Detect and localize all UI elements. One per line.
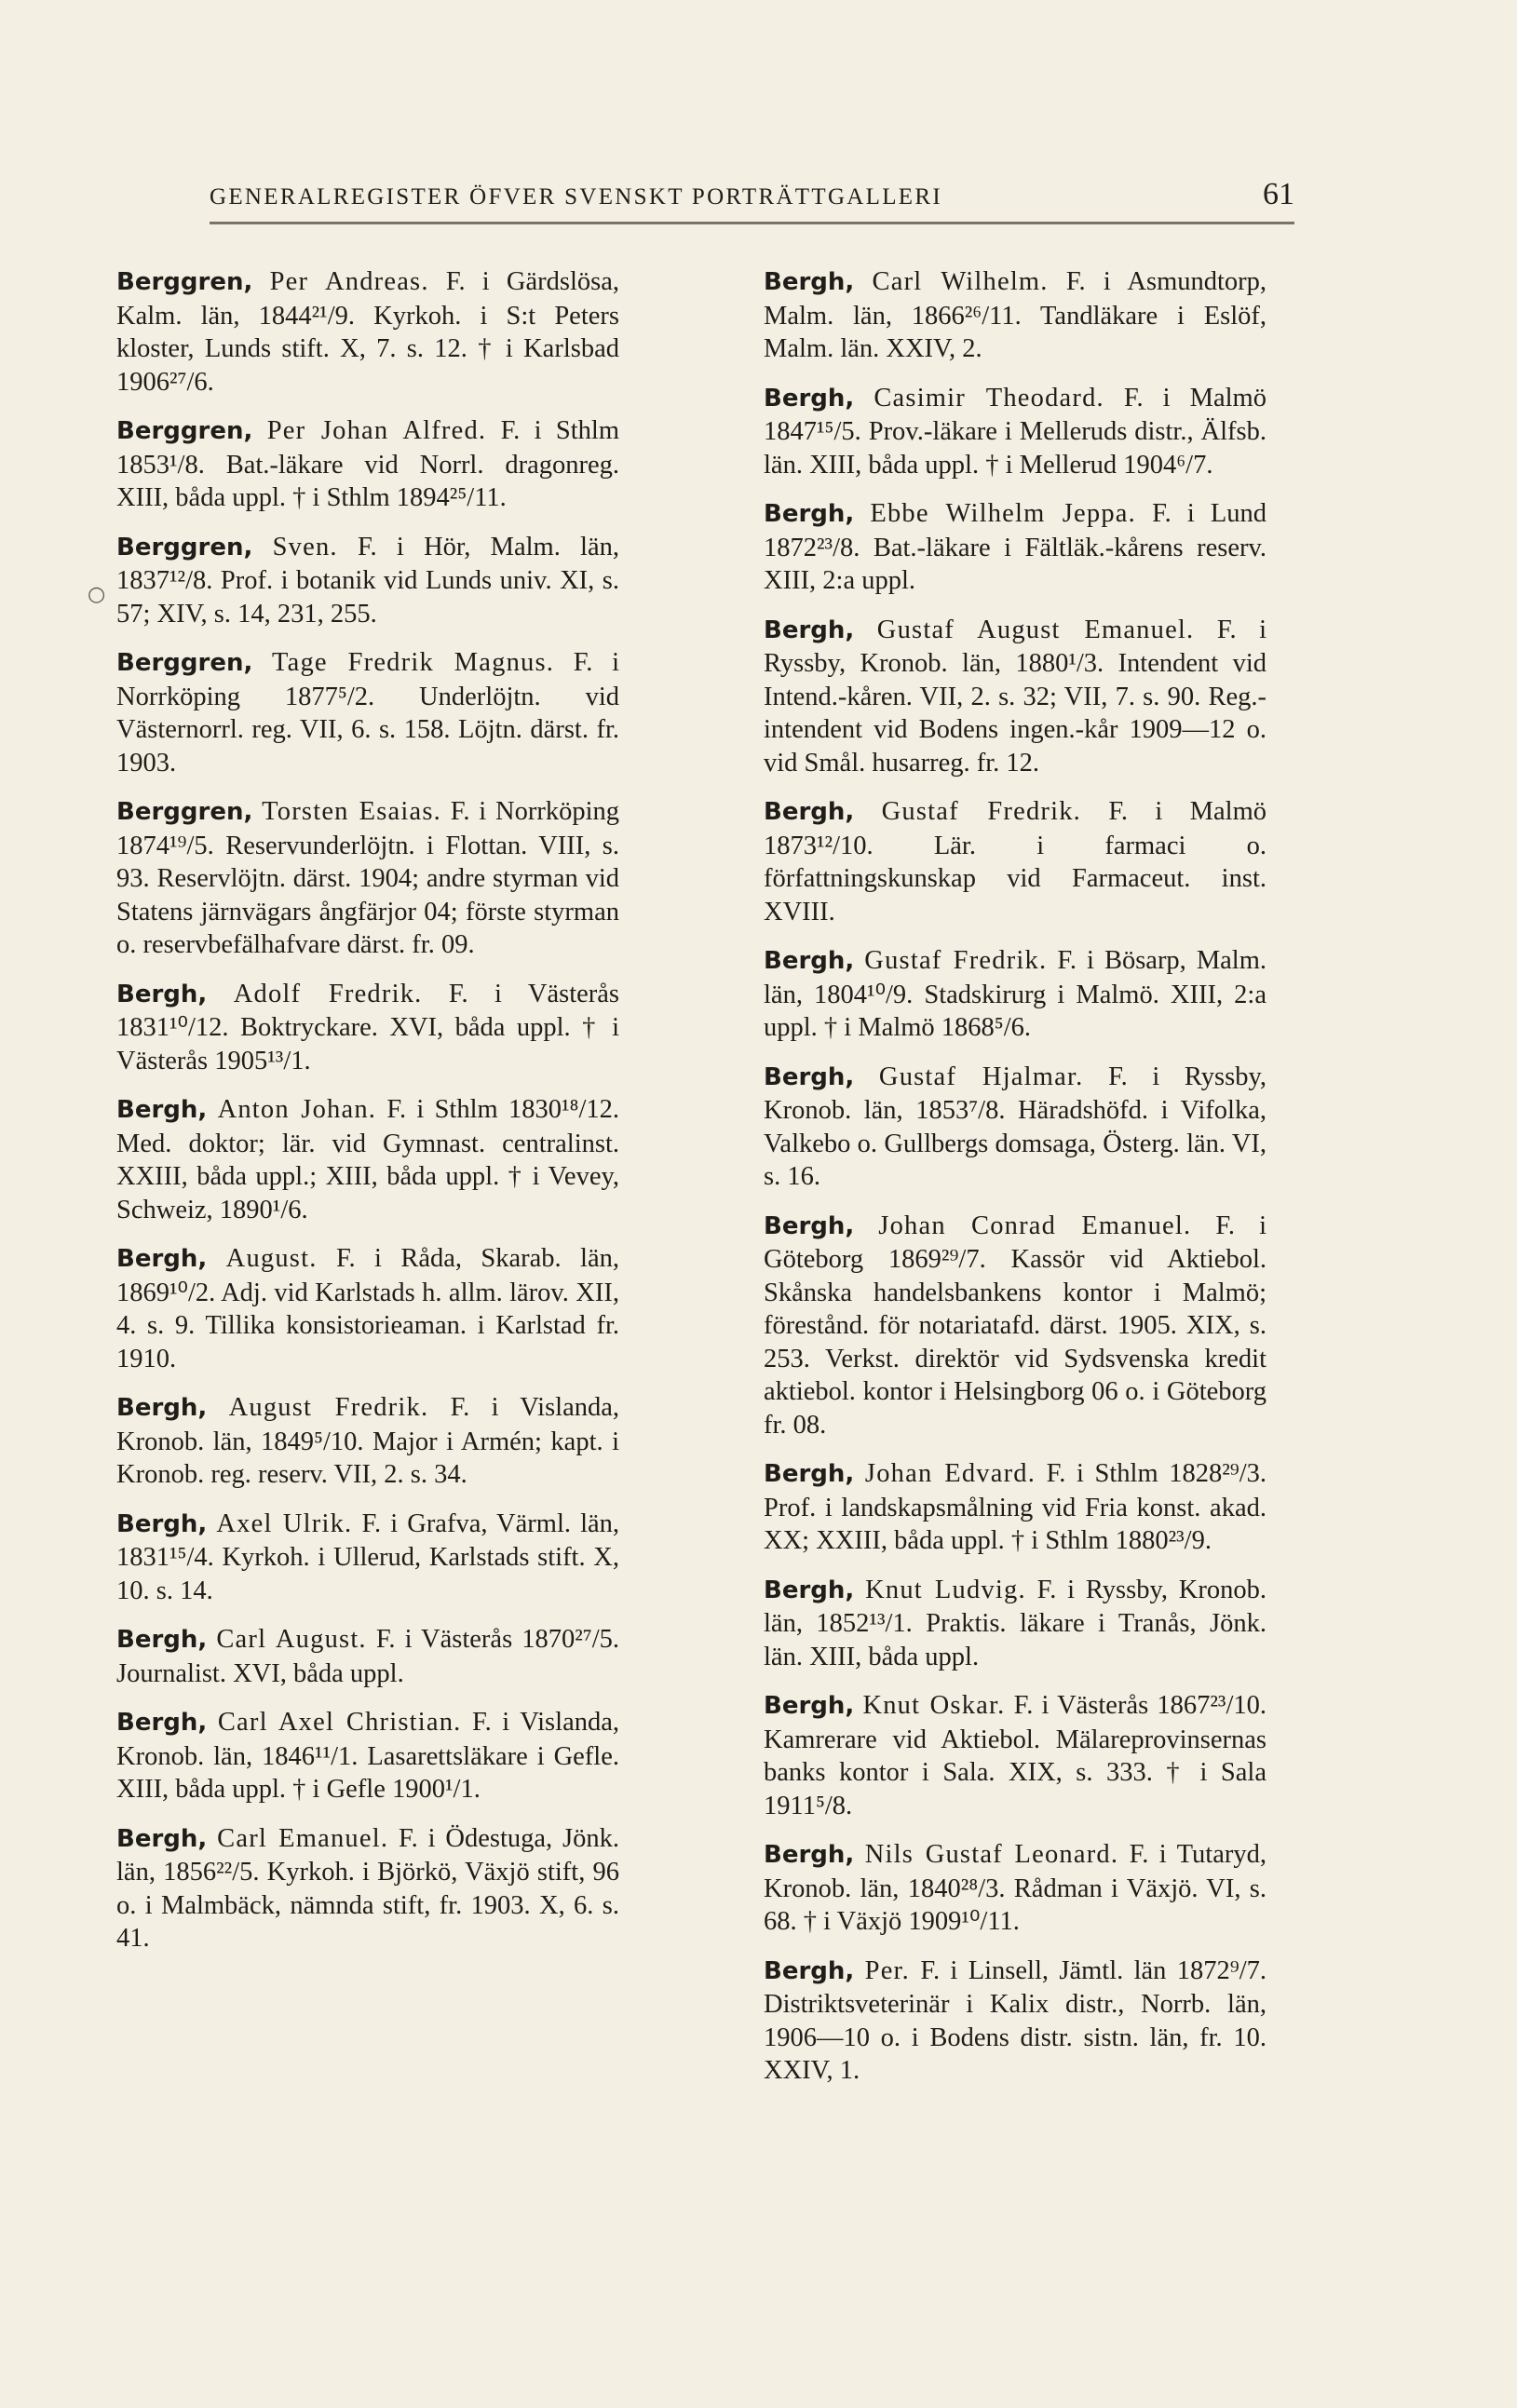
entry-given-name: Per Johan Alfred. — [266, 416, 487, 445]
entry-text: F. i Linsell, Jämtl. län 1872⁹/7. Distriktsveterinär i Kalix distr., Norrb. län, 1906—10 o. i Bodens distr. sistn. län, fr. 10. XXIV, 1. — [764, 1955, 1267, 2085]
page-number: 61 — [1263, 177, 1294, 211]
register-entry — [116, 1706, 619, 1806]
entry-text: F. i Ryssby, Kronob. län, 1880¹/3. Intendent vid Intend.-kåren. VII, 2. s. 32; VII, 7. s. 90. Reg.-intendent vid Bodens ingen.-kår 1909—12 o. vid Smål. husarreg. fr. 12. — [764, 615, 1267, 778]
entry-given-name: Carl August. — [216, 1625, 367, 1654]
entry-text: F. i Sthlm 1830¹⁸/12. Med. doktor; lär. vid Gymnast. centralinst. XXIII, båda uppl.; XIII, båda uppl. † i Vevey, Schweiz, 1890¹/6. — [116, 1095, 619, 1224]
entry-surname: Bergh, — [116, 1096, 208, 1124]
entry-surname: Bergh, — [764, 798, 855, 826]
entry-surname: Bergh, — [764, 1841, 855, 1869]
register-entry — [764, 265, 1266, 366]
register-entry — [116, 978, 619, 1078]
running-title: GENERALREGISTER ÖFVER SVENSKT PORTRÄTTGALLERI — [210, 184, 942, 210]
register-entry — [116, 1822, 619, 1955]
entry-surname: Bergh, — [764, 1576, 855, 1604]
entry-text: F. i Asmundtorp, Malm. län, 1866²⁶/11. Tandläkare i Eslöf, Malm. län. XXIV, 2. — [764, 267, 1267, 363]
register-entry — [764, 1574, 1266, 1674]
register-entry — [764, 1689, 1266, 1822]
register-entry — [764, 497, 1266, 598]
entry-text: F. i Göteborg 1869²⁹/7. Kassör vid Aktiebol. Skånska handelsbankens kontor i Malmö; förestånd. för notariatafd. därst. 1905. XIX, s. 253. Verkst. direktör vid Sydsvenska kredit aktiebol. kontor i Helsingborg 06 o. i Göteborg fr. 08. — [764, 1211, 1266, 1440]
entry-text: F. i Ödestuga, Jönk. län, 1856²²/5. Kyrkoh. i Björkö, Växjö stift, 96 o. i Malmbäck, nämnda stift, fr. 1903. X, 6. s. 41. — [116, 1823, 620, 1953]
entry-given-name: Per. — [864, 1955, 910, 1985]
page-header — [210, 177, 1294, 224]
entry-surname: Bergh, — [764, 616, 855, 644]
entry-surname: Bergh, — [116, 1824, 208, 1853]
entry-given-name: Tage Fredrik Magnus. — [271, 648, 555, 677]
register-entry — [116, 1391, 619, 1492]
entry-surname: Bergh, — [764, 1211, 855, 1240]
register-entry — [116, 1623, 619, 1690]
entry-text: F. i Hör, Malm. län, 1837¹²/8. Prof. i botanik vid Lunds univ. XI, s. 57; XIV, s. 14, 231, 255. — [116, 532, 620, 629]
entry-text: F. i Ryssby, Kronob. län, 1853⁷/8. Häradshöfd. i Vifolka, Valkebo o. Gullbergs domsaga, Österg. län. VI, s. 16. — [764, 1062, 1267, 1191]
entry-text: F. i Malmö 1873¹²/10. Lär. i farmaci o. författningskunskap vid Farmaceut. inst. XVIII. — [764, 797, 1266, 927]
register-entry — [116, 414, 619, 515]
entry-given-name: Casimir Theodard. — [874, 383, 1104, 413]
entry-surname: Berggren, — [116, 649, 253, 677]
entry-text: F. i Grafva, Värml. län, 1831¹⁵/4. Kyrkoh. i Ullerud, Karlstads stift. X, 10. s. 14. — [116, 1508, 620, 1605]
entry-text: F. i Bösarp, Malm. län, 1804¹⁰/9. Stadskirurg i Malmö. XIII, 2:a uppl. † i Malmö 1868⁵/6. — [764, 946, 1267, 1042]
entry-text: F. i Sthlm 1853¹/8. Bat.-läkare vid Norrl. dragonreg. XIII, båda uppl. † i Sthlm 1894²⁵/11. — [116, 416, 620, 512]
entry-surname: Bergh, — [764, 947, 855, 975]
register-entry — [764, 1955, 1266, 2088]
entry-text: F. i Vislanda, Kronob. län, 1846¹¹/1. Lasarettsläkare i Gefle. XIII, båda uppl. † i Gefle 1900¹/1. — [116, 1708, 619, 1804]
entry-given-name: Ebbe Wilhelm Jeppa. — [870, 499, 1136, 528]
register-entry — [764, 1838, 1266, 1939]
entry-surname: Berggren, — [116, 417, 253, 445]
entry-given-name: Knut Ludvig. — [865, 1575, 1026, 1604]
entry-text: F. i Vislanda, Kronob. län, 1849⁵/10. Major i Armén; kapt. i Kronob. reg. reserv. VII, 2. s. 34. — [116, 1393, 620, 1489]
entry-surname: Bergh, — [764, 1062, 855, 1091]
register-entry — [764, 614, 1266, 780]
entry-surname: Bergh, — [764, 384, 855, 413]
entry-given-name: Gustaf Fredrik. — [881, 797, 1081, 826]
entry-given-name: Carl Emanuel. — [217, 1823, 389, 1853]
entry-surname: Bergh, — [116, 1709, 208, 1737]
register-entry — [116, 1093, 619, 1226]
register-entry — [116, 1242, 619, 1375]
register-entry — [764, 944, 1266, 1045]
entry-given-name: Torsten Esaias. — [262, 797, 441, 826]
entry-text: F. i Råda, Skarab. län, 1869¹⁰/2. Adj. vid Karlstads h. allm. lärov. XII, 4. s. 9. Tillika konsistorieaman. i Karlstad fr. 1910. — [116, 1244, 619, 1373]
entry-text: F. i Norrköping 1877⁵/2. Underlöjtn. vid Västernorrl. reg. VII, 6. s. 158. Löjtn. därst. fr. 1903. — [116, 648, 619, 778]
entry-given-name: Carl Axel Christian. — [217, 1708, 462, 1737]
entry-surname: Bergh, — [764, 268, 855, 296]
entry-text: F. i Sthlm 1828²⁹/3. Prof. i landskapsmålning vid Fria konst. akad. XX; XXIII, båda uppl. † i Sthlm 1880²³/9. — [764, 1459, 1267, 1555]
entry-surname: Berggren, — [116, 533, 253, 561]
entry-text: F. i Norrköping 1874¹⁹/5. Reservunderlöjtn. i Flottan. VIII, s. 93. Reservlöjtn. därst. 1904; andre styrman vid Statens järnvägars ångfärjor 04; förste styrman o. reservbefälhafvare därst. fr. 09. — [116, 797, 619, 959]
entry-given-name: Knut Oskar. — [862, 1691, 1006, 1720]
entry-text: F. i Västerås 1870²⁷/5. Journalist. XVI, båda uppl. — [116, 1625, 619, 1688]
register-entry — [116, 646, 619, 779]
entry-given-name: Gustaf August Emanuel. — [876, 615, 1195, 644]
entry-given-name: Axel Ulrik. — [216, 1508, 353, 1538]
entry-surname: Bergh, — [116, 1394, 208, 1422]
register-entry — [116, 795, 619, 962]
register-entry — [116, 531, 619, 631]
entry-given-name: Per Andreas. — [269, 267, 429, 296]
entry-surname: Bergh, — [116, 1509, 208, 1538]
entry-given-name: Sven. — [272, 532, 338, 561]
entry-text: F. i Lund 1872²³/8. Bat.-läkare i Fältläk.-kårens reserv. XIII, 2:a uppl. — [764, 499, 1267, 595]
entry-surname: Berggren, — [116, 268, 253, 296]
entry-given-name: Johan Edvard. — [864, 1459, 1036, 1488]
register-entry — [116, 265, 619, 399]
entry-surname: Bergh, — [116, 1626, 208, 1654]
entry-surname: Bergh, — [764, 1956, 855, 1985]
entry-given-name: Nils Gustaf Leonard. — [864, 1840, 1119, 1869]
entry-surname: Bergh, — [764, 1460, 855, 1488]
entry-surname: Bergh, — [764, 500, 855, 528]
entry-text: F. i Ryssby, Kronob. län, 1852¹³/1. Praktis. läkare i Tranås, Jönk. län. XIII, båda uppl. — [764, 1575, 1266, 1671]
entry-text: F. i Malmö 1847¹⁵/5. Prov.-läkare i Melleruds distr., Älfsb. län. XIII, båda uppl. † i Mellerud 1904⁶/7. — [764, 383, 1266, 480]
entry-given-name: August. — [225, 1244, 318, 1273]
entry-surname: Bergh, — [764, 1692, 855, 1720]
entry-given-name: August Fredrik. — [228, 1393, 429, 1422]
register-entry — [764, 1061, 1266, 1194]
entry-surname: Berggren, — [116, 798, 253, 826]
entry-given-name: Anton Johan. — [217, 1095, 377, 1124]
entry-text: F. i Västerås 1831¹⁰/12. Boktryckare. XVI, båda uppl. † i Västerås 1905¹³/1. — [116, 979, 619, 1075]
register-entry — [764, 1210, 1266, 1442]
entry-given-name: Gustaf Hjalmar. — [878, 1062, 1084, 1091]
register-entry — [764, 795, 1266, 928]
entry-text: F. i Tutaryd, Kronob. län, 1840²⁸/3. Rådman i Växjö. VI, s. 68. † i Växjö 1909¹⁰/11. — [764, 1840, 1266, 1936]
entry-given-name: Adolf Fredrik. — [233, 979, 423, 1008]
entry-text: F. i Gärdslösa, Kalm. län, 1844²¹/9. Kyrkoh. i S:t Peters kloster, Lunds stift. X, 7. s. 12. † i Karlsbad 1906²⁷/6. — [116, 267, 620, 397]
register-entry — [116, 1508, 619, 1608]
margin-mark-icon: ○ — [88, 583, 106, 606]
entry-surname: Bergh, — [116, 1245, 208, 1273]
register-entry — [764, 1457, 1266, 1558]
entry-text: F. i Västerås 1867²³/10. Kamrerare vid Aktiebol. Mälareprovinsernas banks kontor i Sala. XIX, s. 333. † i Sala 1911⁵/8. — [764, 1691, 1266, 1820]
register-entry — [764, 382, 1266, 482]
entry-given-name: Gustaf Fredrik. — [864, 946, 1048, 975]
entry-given-name: Carl Wilhelm. — [872, 267, 1049, 296]
entry-surname: Bergh, — [116, 980, 208, 1008]
right-column — [764, 265, 1266, 2104]
left-column — [116, 265, 619, 1971]
entry-given-name: Johan Conrad Emanuel. — [878, 1211, 1192, 1240]
